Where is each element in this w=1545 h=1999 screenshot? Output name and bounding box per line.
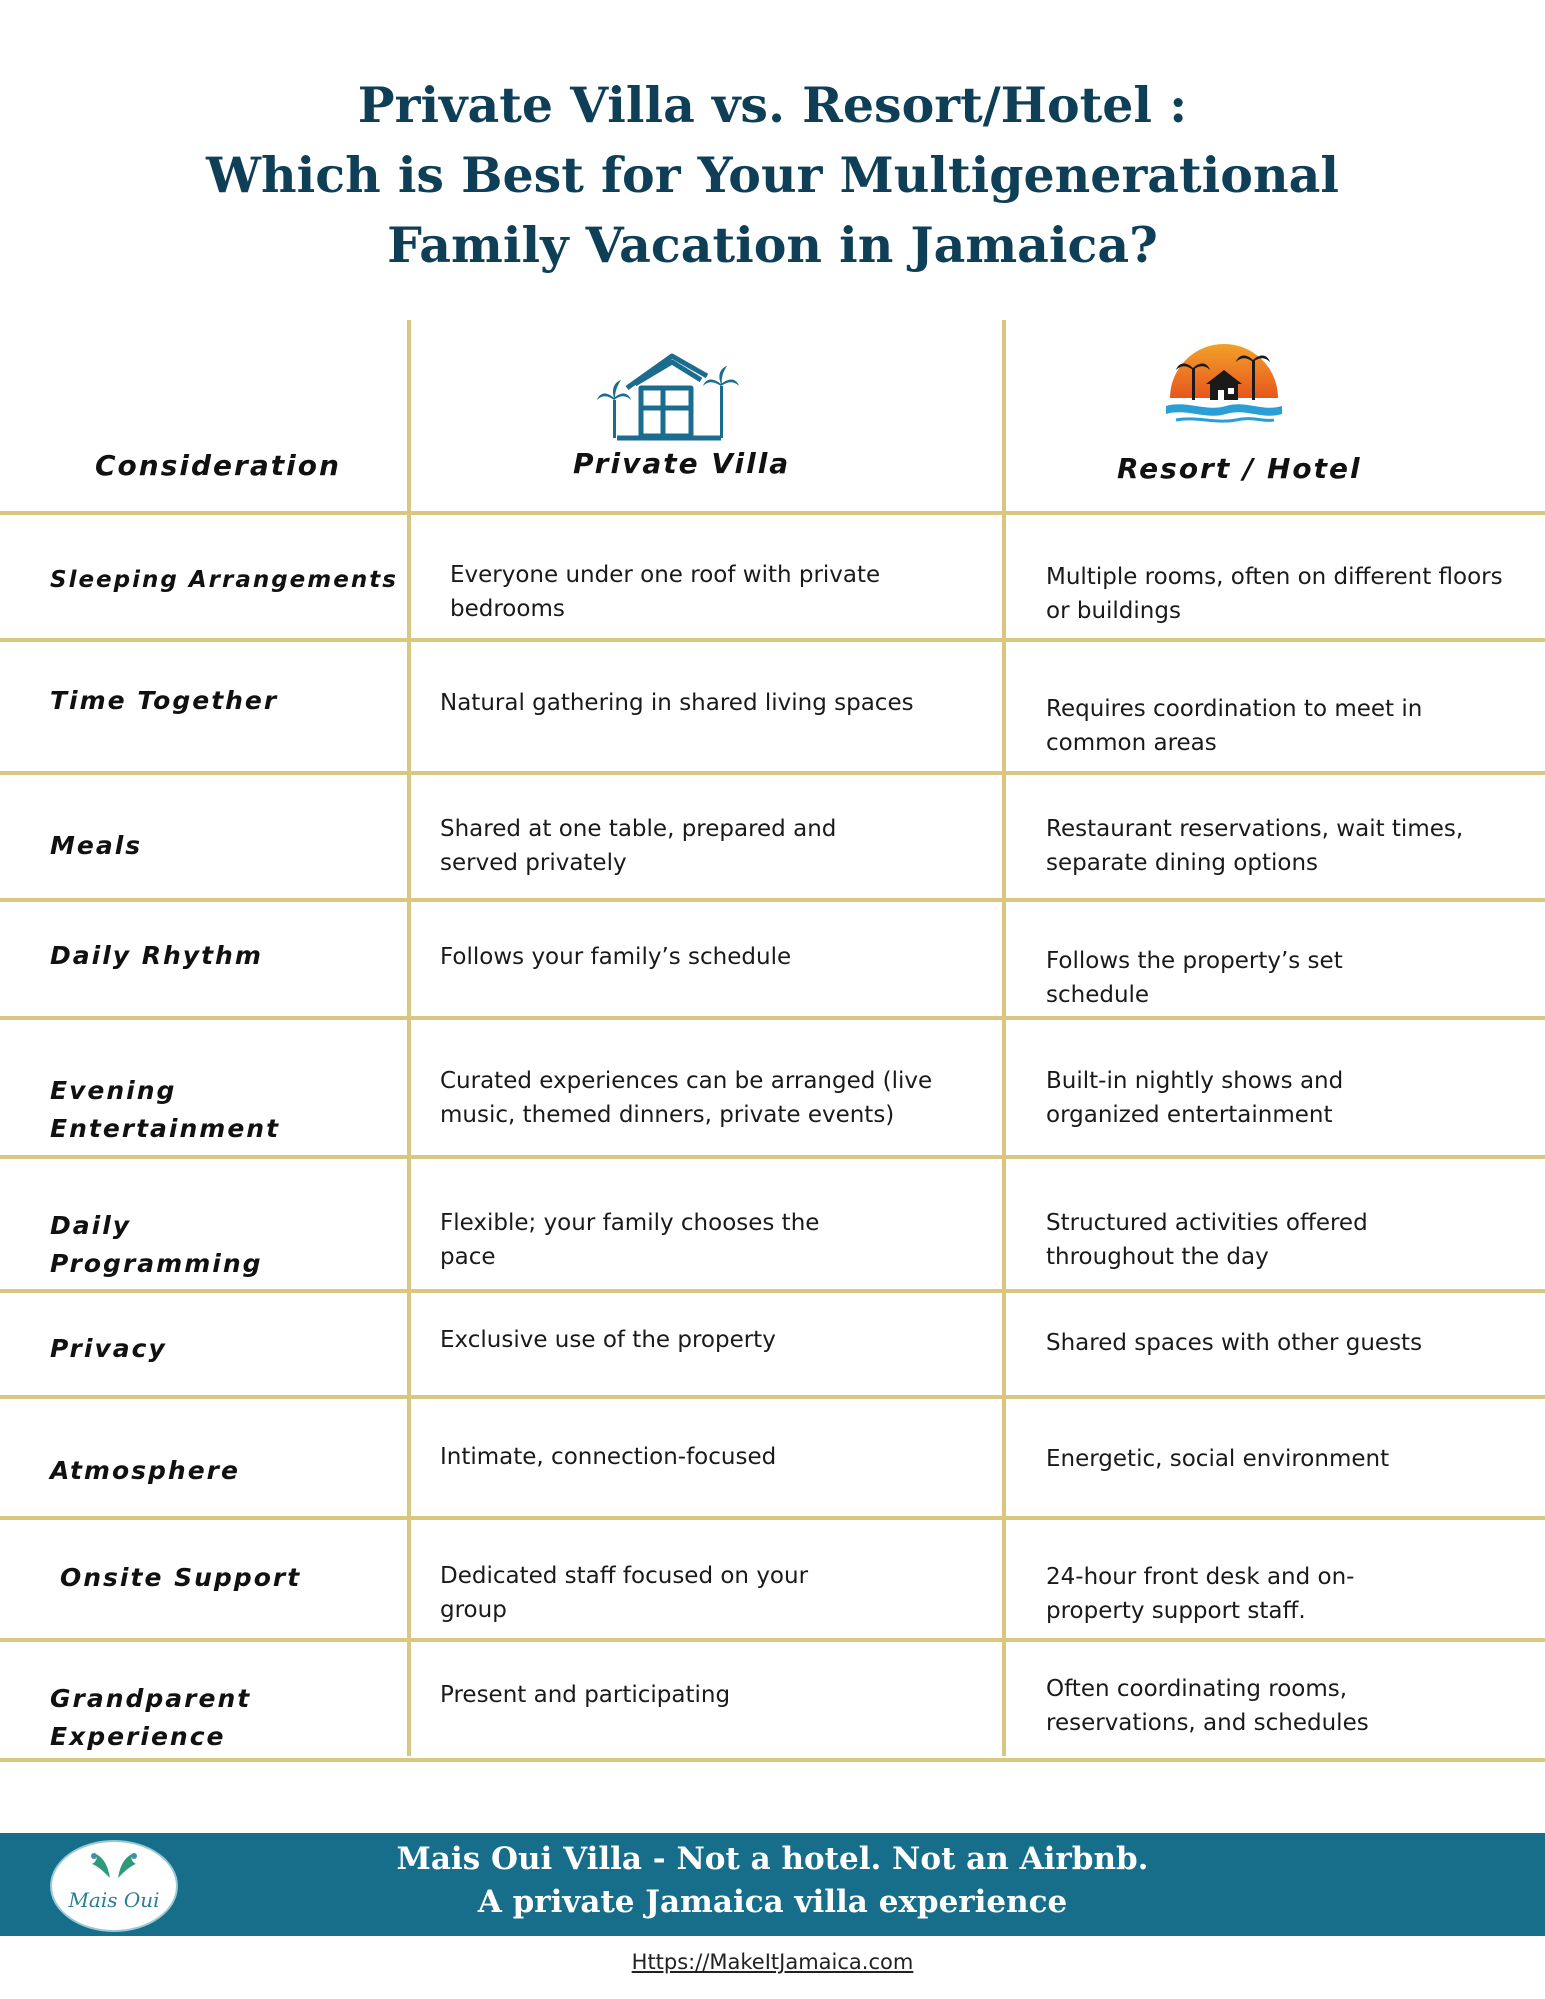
villa-cell-privacy: Exclusive use of the property (440, 1327, 776, 1353)
row-divider (0, 1638, 1545, 1642)
resort-cell-meals: Restaurant reservations, wait times, separate dining options (1046, 816, 1464, 876)
resort-cell-atmosphere: Energetic, social environment (1046, 1446, 1390, 1472)
resort-cell-privacy: Shared spaces with other guests (1046, 1330, 1423, 1356)
row-divider (0, 511, 1545, 515)
row-divider (0, 1289, 1545, 1293)
title-line-3: Family Vacation in Jamaica? (387, 216, 1158, 274)
resort-cell-evening-entertainment: Built-in nightly shows and organized entertainment (1046, 1068, 1344, 1128)
resort-cell-onsite-support: 24-hour front desk and on-property support staff. (1046, 1564, 1355, 1624)
header-private-villa: Private Villa (573, 447, 791, 480)
title-line-1: Private Villa vs. Resort/Hotel : (357, 76, 1188, 134)
row-divider (0, 638, 1545, 642)
title-line-2: Which is Best for Your Multigenerational (206, 146, 1339, 204)
row-label-time-together: Time Together (50, 686, 279, 715)
resort-cell-daily-rhythm: Follows the property’s set schedule (1046, 948, 1343, 1008)
footer-line-1: Mais Oui Villa - Not a hotel. Not an Airbnb. (396, 1841, 1149, 1877)
resort-cell-grandparent-experience: Often coordinating rooms, reservations, and schedules (1046, 1676, 1369, 1736)
footer-line-2: A private Jamaica villa experience (477, 1884, 1068, 1920)
row-label-privacy: Privacy (50, 1334, 167, 1363)
logo-text: Mais Oui (68, 1888, 160, 1912)
footer-tagline (0, 1838, 1545, 1924)
resort-cell-sleeping-arrangements: Multiple rooms, often on different floors or buildings (1046, 564, 1503, 624)
row-label-daily-programming: Daily Programming (50, 1211, 263, 1278)
villa-cell-daily-rhythm: Follows your family’s schedule (440, 944, 792, 970)
villa-cell-atmosphere: Intimate, connection-focused (440, 1444, 777, 1470)
header-resort-hotel: Resort / Hotel (1117, 452, 1362, 485)
row-divider (0, 1155, 1545, 1159)
row-label-onsite-support: Onsite Support (60, 1563, 302, 1592)
villa-cell-meals: Shared at one table, prepared and served privately (440, 816, 837, 876)
resort-cell-daily-programming: Structured activities offered throughout the day (1046, 1210, 1368, 1270)
website-link[interactable]: Https://MakeItJamaica.com (631, 1950, 914, 1974)
villa-cell-onsite-support: Dedicated staff focused on your group (440, 1563, 809, 1623)
row-label-evening-entertainment: Evening Entertainment (50, 1076, 281, 1143)
row-label-atmosphere: Atmosphere (50, 1456, 240, 1485)
villa-house-palm-icon (597, 350, 741, 442)
row-divider (0, 1516, 1545, 1520)
villa-cell-evening-entertainment: Curated experiences can be arranged (live music, themed dinners, private events) (440, 1068, 933, 1128)
row-divider (0, 1395, 1545, 1399)
row-label-daily-rhythm: Daily Rhythm (50, 941, 263, 970)
row-label-grandparent-experience: Grandparent Experience (50, 1684, 252, 1751)
row-divider (0, 1758, 1545, 1762)
row-divider (0, 1016, 1545, 1020)
page-title (0, 70, 1545, 280)
resort-cell-time-together: Requires coordination to meet in common areas (1046, 696, 1423, 756)
villa-cell-grandparent-experience: Present and participating (440, 1682, 731, 1708)
row-label-meals: Meals (50, 831, 143, 860)
row-divider (0, 771, 1545, 775)
row-divider (0, 898, 1545, 902)
villa-cell-sleeping-arrangements: Everyone under one roof with private bedrooms (450, 562, 881, 622)
sunset-beach-house-icon (1166, 338, 1282, 426)
villa-cell-time-together: Natural gathering in shared living spaces (440, 690, 914, 716)
row-label-sleeping-arrangements: Sleeping Arrangements (50, 567, 398, 593)
villa-cell-daily-programming: Flexible; your family chooses the pace (440, 1210, 820, 1270)
column-divider-1 (407, 320, 411, 1756)
column-divider-2 (1002, 320, 1006, 1756)
header-consideration: Consideration (95, 449, 341, 482)
